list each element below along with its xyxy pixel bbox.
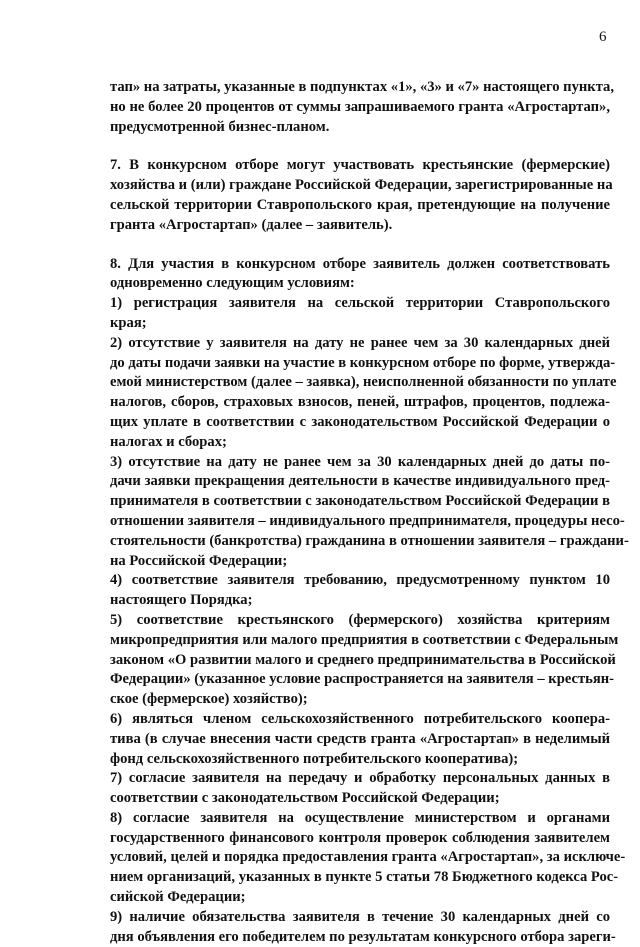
text-line: 4) соответствие заявителя требованию, предусмотренному пунктом 10	[110, 572, 610, 589]
text-line: принимателя в соответствии с законодательством Российской Федерации в	[110, 493, 610, 510]
text-line: до даты подачи заявки на участие в конкурсном отборе по форме, утвержда-	[110, 354, 616, 371]
text-line: дня объявления его победителем по результатам конкурсного отбора зареги-	[110, 928, 616, 945]
text-line: 3) отсутствие на дату не ранее чем за 30 календарных дней до даты по-	[110, 453, 610, 470]
paragraph-gap	[110, 236, 610, 255]
text-line: настоящего Порядка;	[110, 592, 253, 609]
text-line: 5) соответствие крестьянского (фермерского) хозяйства критериям	[110, 611, 610, 628]
text-line: 6) являться членом сельскохозяйственного потребительского коопера-	[110, 710, 610, 727]
text-line: дачи заявки прекращения деятельности в качестве индивидуального пред-	[110, 473, 610, 490]
text-line: фонд сельскохозяйственного потребительского кооператива);	[110, 750, 519, 767]
text-line: 7) согласие заявителя на передачу и обработку персональных данных в	[110, 770, 610, 787]
text-line: нием организаций, указанных в пункте 5 статьи 78 Бюджетного кодекса Рос-	[110, 869, 619, 886]
text-line: законом «О развитии малого и среднего предпринимательства в Российской	[110, 651, 616, 668]
text-line: емой министерством (далее – заявка), неисполненной обязанности по уплате	[110, 374, 617, 391]
text-line: налогов, сборов, страховых взносов, пеней, штрафов, процентов, подлежа-	[110, 394, 610, 411]
text-line: одновременно следующим условиям:	[110, 275, 355, 292]
text-line: 9) наличие обязательства заявителя в течение 30 календарных дней со	[110, 908, 610, 925]
text-line: но не более 20 процентов от суммы запрашиваемого гранта «Агростартап»,	[110, 98, 610, 115]
text-line: щих уплате в соответствии с законодательством Российской Федерации о	[110, 413, 610, 430]
text-line: 7. В конкурсном отборе могут участвовать крестьянские (фермерские)	[110, 157, 610, 174]
paragraph	[110, 255, 629, 947]
text-line: сийской Федерации;	[110, 889, 246, 906]
text-line: 1) регистрация заявителя на сельской территории Ставропольского	[110, 295, 610, 312]
text-line: тап» на затраты, указанные в подпунктах «1», «3» и «7» настоящего пункта,	[110, 79, 614, 95]
text-line: 8) согласие заявителя на осуществление министерством и органами	[110, 809, 610, 826]
text-line: 2) отсутствие у заявителя на дату не ранее чем за 30 календарных дней	[110, 334, 610, 351]
text-line: на Российской Федерации;	[110, 552, 288, 569]
text-line: края;	[110, 314, 147, 331]
text-line: микропредприятия или малого предприятия в соответствии с Федеральным	[110, 631, 619, 648]
text-line: Федерации» (указанное условие распространяется на заявителя – крестьян-	[110, 671, 614, 688]
text-line: предусмотренной бизнес-планом.	[110, 118, 330, 135]
text-line: стоятельности (банкротства) гражданина в отношении заявителя – граждани-	[110, 532, 629, 549]
page-number: 6	[599, 29, 607, 45]
text-line: тива (в случае внесения части средств гранта «Агростартап» в неделимый	[110, 730, 610, 747]
text-line: хозяйства и (или) граждане Российской Федерации, зарегистрированные на	[110, 177, 613, 194]
text-line: отношении заявителя – индивидуального предпринимателя, процедуры несо-	[110, 512, 625, 529]
text-line: соответствии с законодательством Российской Федерации;	[110, 790, 500, 807]
text-line: условий, целей и порядка предоставления гранта «Агростартап», за исключе-	[110, 849, 626, 866]
text-line: ское (фермерское) хозяйство);	[110, 691, 308, 708]
paragraph-gap	[110, 137, 610, 156]
paragraph	[110, 78, 614, 137]
document-body	[110, 78, 629, 947]
text-line: гранта «Агростартап» (далее – заявитель).	[110, 216, 393, 233]
text-line: 8. Для участия в конкурсном отборе заявитель должен соответствовать	[110, 255, 610, 272]
text-line: налогах и сборах;	[110, 433, 227, 450]
paragraph	[110, 156, 613, 235]
text-line: сельской территории Ставропольского края, претендующие на получение	[110, 196, 610, 213]
text-line: государственного финансового контроля проверок соблюдения заявителем	[110, 829, 610, 846]
